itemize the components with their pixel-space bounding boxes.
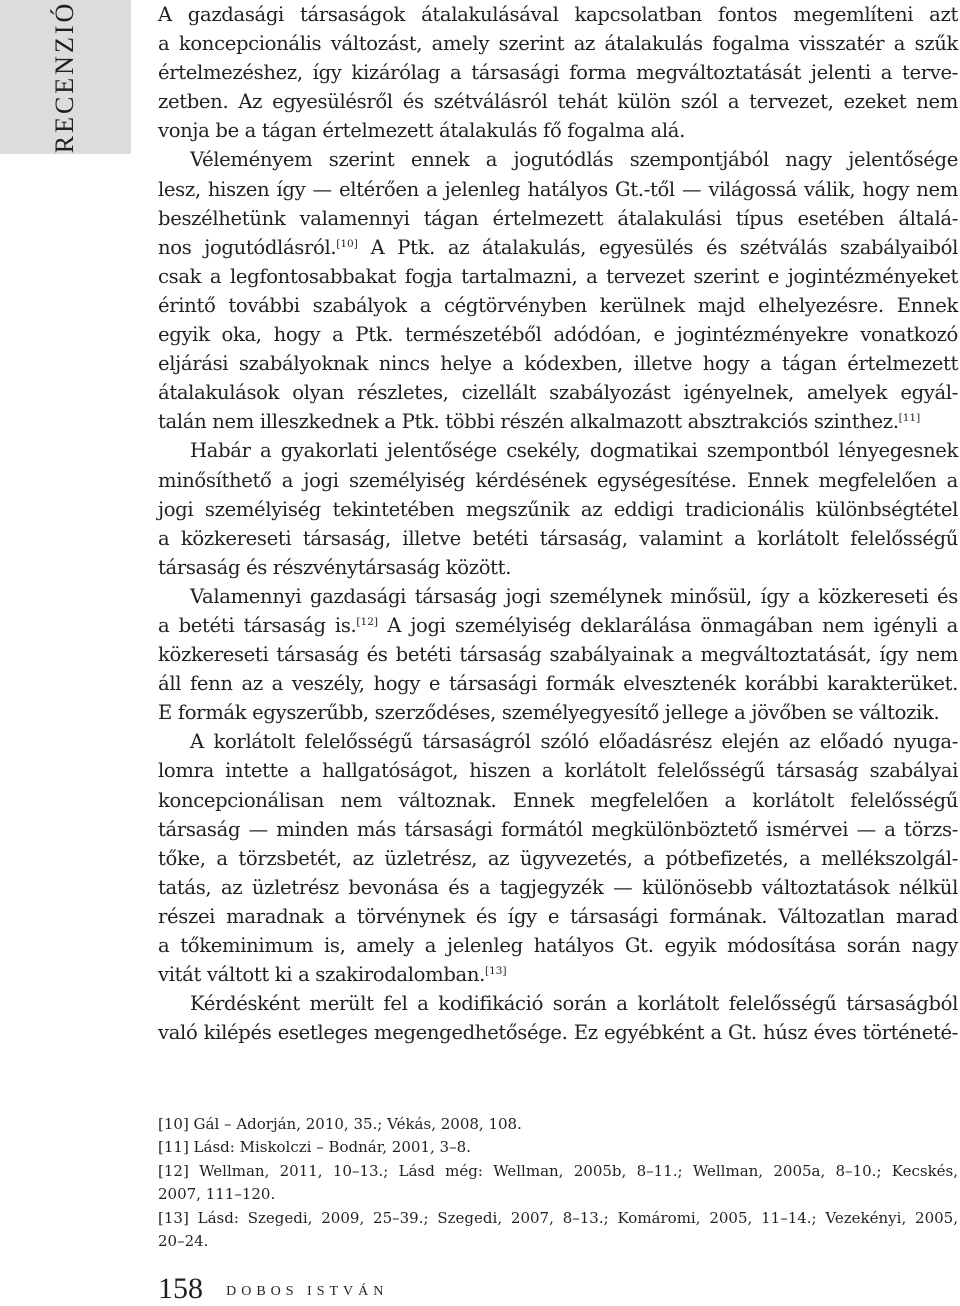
text-line: koncepcionálisan nem változnak. Ennek megfelelően a korlátolt felelősségű — [158, 788, 958, 812]
text-line: Véleményem szerint ennek a jogutódlás szempontjából nagy jelentősége — [190, 148, 958, 172]
text-run: talán nem illeszkednek a Ptk. többi részén alkalmazott absztrakciós szinthez. — [158, 410, 899, 434]
footnote-ref: [13] — [485, 965, 507, 978]
section-label: RECENZIÓ — [50, 0, 79, 154]
footnote-ref: [11] — [898, 412, 921, 425]
text-run: A jogi személyiség deklarálása önmagában nem igényli a — [377, 613, 958, 637]
text-line: a közkereseti társaság, illetve betéti társaság, valamint a korlátolt felelősségű — [158, 526, 958, 550]
text-line: vonja be a tágan értelmezett átalakulás fő fogalma alá. — [158, 119, 685, 143]
text-run: nos jogutódlásról. — [158, 235, 337, 259]
text-line: minősíthető a jogi személyiség kérdésének egységesítése. Ennek megfelelően a — [158, 468, 958, 492]
section-tab — [0, 0, 131, 154]
text-line: közkereseti társaság és betéti társaság szabályainak a megváltoztatását, így nem — [158, 643, 958, 667]
footnotes — [158, 1113, 958, 1253]
text-line: Kérdésként merült fel a kodifikáció során a korlátolt felelősségű társaságból — [190, 992, 958, 1016]
footnote-ref: [12] — [356, 615, 378, 628]
text-line: részei maradnak a törvénynek és így e társasági formának. Változatlan marad — [158, 904, 958, 928]
text-line: tőke, a törzsbetét, az üzletrész, az ügyvezetés, a pótbefizetés, a mellékszolgál- — [158, 846, 958, 870]
text-line: E formák egyszerűbb, szerződéses, személyegyesítő jellege a jövőben se változik. — [158, 701, 940, 725]
text-line: átalakulások olyan részletes, cizellált szabályozást igényelnek, amelyek egyál- — [158, 381, 958, 405]
text-line: áll fenn az a veszély, hogy e társasági formák elvesztenék korábbi karakterüket. — [158, 672, 958, 696]
text-line: társaság — minden más társasági formától megkülönböztető ismérvei — a törzs- — [158, 817, 958, 841]
text-run: vitát váltott ki a szakirodalomban. — [158, 963, 485, 987]
text-run: a betéti társaság is. — [158, 613, 357, 637]
text-line: Valamennyi gazdasági társaság jogi személynek minősül, így a közkereseti és — [190, 584, 958, 608]
text-line — [158, 611, 958, 640]
text-line: értelmezéshez, így kizárólag a társasági forma megváltoztatását jelenti a terve- — [158, 61, 958, 85]
text-line: a koncepcionális változást, amely szerint az átalakulás fogalma visszatér a szűk — [158, 32, 958, 56]
page-footer — [158, 1272, 388, 1306]
footnote-ref: [10] — [336, 237, 358, 250]
footnote-line: [11] Lásd: Miskolczi – Bodnár, 2001, 3–8. — [158, 1138, 471, 1157]
footnote-line: 20–24. — [158, 1231, 209, 1250]
text-line — [158, 407, 958, 436]
text-line: csak a legfontosabbakat fogja tartalmazni, a tervezet szerint e jogintézményeket — [158, 264, 958, 288]
text-line: beszélhetünk valamennyi tágan értelmezett átalakulási típus esetében általá- — [158, 206, 958, 230]
running-author: DOBOS ISTVÁN — [226, 1284, 389, 1299]
text-line: jogi személyiség tekintetében megszűnik az eddigi tradicionális különbségtétel — [158, 497, 958, 521]
page-number: 158 — [158, 1272, 203, 1305]
text-line: Habár a gyakorlati jelentősége csekély, dogmatikai szempontból lényegesnek — [190, 439, 958, 463]
text-line: a tőkeminimum is, amely a jelenleg hatályos Gt. egyik módosítása során nagy — [158, 934, 958, 957]
text-run: A Ptk. az átalakulás, egyesülés és szétválás szabályaiból — [357, 235, 958, 259]
body-text — [158, 0, 958, 1047]
text-line: társaság és részvénytársaság között. — [158, 555, 512, 579]
text-line — [158, 960, 958, 989]
footnote-line: [10] Gál – Adorján, 2010, 35.; Vékás, 2008, 108. — [158, 1115, 522, 1133]
text-line: A gazdasági társaságok átalakulásával kapcsolatban fontos megemlíteni azt — [158, 3, 958, 26]
text-line: lesz, hiszen így — eltérően a jelenleg hatályos Gt.-től — világossá válik, hogy nem — [158, 177, 958, 201]
text-line: lomra intette a hallgatóságot, hiszen a korlátolt felelősségű társaság szabályai — [158, 759, 958, 783]
footnote-line: [12] Wellman, 2011, 10–13.; Lásd még: Wellman, 2005b, 8–11.; Wellman, 2005a, 8–10.; Kecskés, — [158, 1161, 958, 1180]
footnote-line: [13] Lásd: Szegedi, 2009, 25–39.; Szegedi, 2007, 8–13.; Komáromi, 2005, 11–14.; Vezekényi, 2005, — [158, 1208, 958, 1227]
text-line: egyik oka, hogy a Ptk. természetéből adódóan, e jogintézményekre vonatkozó — [158, 323, 958, 347]
text-line: zetben. Az egyesülésről és szétválásról tehát külön szól a tervezet, ezeket nem — [158, 90, 958, 114]
text-line: tatás, az üzletrész bevonása és a tagjegyzék — különösebb változtatások nélkül — [158, 875, 958, 899]
text-line: eljárási szabályoknak nincs helye a kódexben, illetve hogy a tágan értelmezett — [158, 352, 958, 376]
text-line: érintő további szabályok a cégtörvényben kerülnek majd elhelyezésre. Ennek — [158, 293, 958, 317]
footnote-line: 2007, 111–120. — [158, 1185, 276, 1204]
text-line: való kilépés esetleges megengedhetősége. Ez egyébként a Gt. húsz éves történeté- — [158, 1021, 958, 1045]
text-line: A korlátolt felelősségű társaságról szóló előadásrész elején az előadó nyuga- — [190, 730, 958, 754]
text-line — [158, 233, 958, 262]
